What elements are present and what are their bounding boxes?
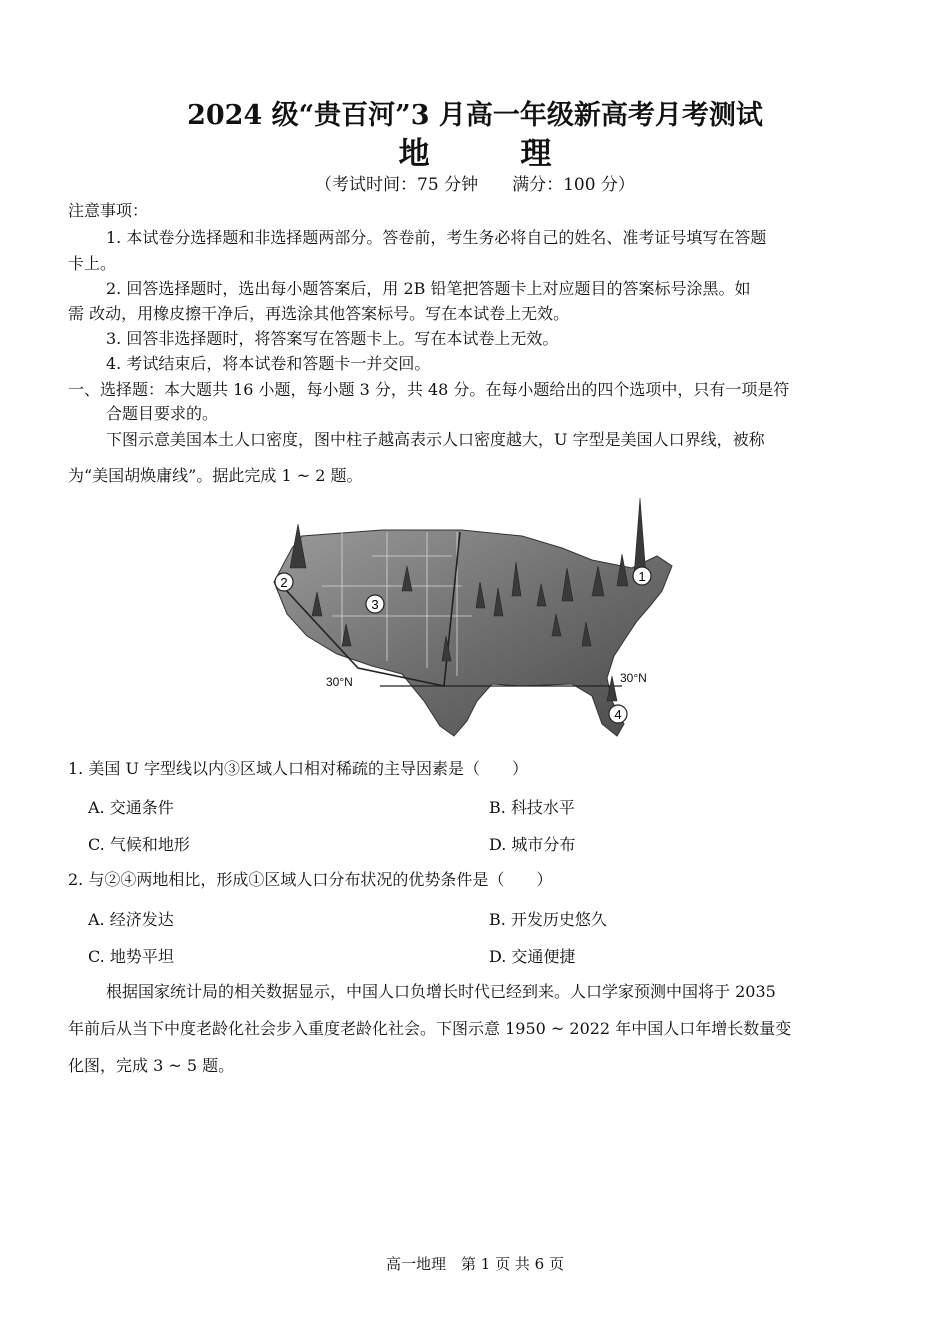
- question-2-option-d: D. 交通便捷: [489, 947, 576, 966]
- exam-title: 2024 级“贵百河”3 月高一年级新高考月考测试: [187, 100, 763, 131]
- question-1-option-d: D. 城市分布: [489, 835, 576, 854]
- notice-item-3: 3. 回答非选择题时，将答案写在答题卡上。写在本试卷上无效。: [106, 329, 559, 348]
- exam-info: （考试时间：75 分钟 满分：100 分）: [315, 175, 635, 195]
- question-1-option-c: C. 气候和地形: [88, 835, 190, 854]
- notice-item-2-line-2: 需 改动，用橡皮擦干净后，再选涂其他答案标号。写在本试卷上无效。: [68, 304, 570, 323]
- map-marker-3: [366, 595, 384, 613]
- notice-heading: 注意事项：: [68, 201, 149, 220]
- map-marker-2: [275, 573, 293, 591]
- map-marker-4: [609, 705, 627, 723]
- question-2-option-b: B. 开发历史悠久: [489, 910, 607, 929]
- us-landmass: [274, 530, 672, 736]
- page-footer: 高一地理 第 1 页 共 6 页: [386, 1255, 564, 1273]
- marker-2-label: 2: [280, 575, 288, 590]
- marker-1-label: 1: [638, 569, 646, 584]
- marker-3-label: 3: [371, 597, 379, 612]
- notice-item-1-line-1: 1. 本试卷分选择题和非选择题两部分。答卷前，考生务必将自己的姓名、准考证号填写在答题: [106, 228, 767, 247]
- notice-item-4: 4. 考试结束后，将本试卷和答题卡一并交回。: [106, 354, 431, 373]
- question-1-stem: 1. 美国 U 字型线以内③区域人口相对稀疏的主导因素是（ ）: [68, 759, 529, 778]
- question-2-option-c: C. 地势平坦: [88, 947, 174, 966]
- map-marker-1: [633, 567, 651, 585]
- us-population-density-map: [262, 496, 682, 742]
- map-svg: [262, 496, 682, 742]
- intro-2-line-1: 根据国家统计局的相关数据显示，中国人口负增长时代已经到来。人口学家预测中国将于 2035: [106, 982, 776, 1001]
- section-1-heading: 一、选择题：本大题共 16 小题，每小题 3 分，共 48 分。在每小题给出的四个选项中，只有一项是符: [68, 380, 790, 399]
- notice-item-1-line-2: 卡上。: [68, 254, 117, 273]
- lat-label-right: 30°N: [620, 671, 647, 685]
- intro-1-line-1: 下图示意美国本土人口密度，图中柱子越高表示人口密度越大，U 字型是美国人口界线，被称: [106, 430, 765, 449]
- intro-2-line-3: 化图，完成 3 ~ 5 题。: [68, 1056, 235, 1075]
- intro-2-line-2: 年前后从当下中度老龄化社会步入重度老龄化社会。下图示意 1950 ~ 2022 年中国人口年增长数量变: [68, 1019, 792, 1038]
- notice-item-2-line-1: 2. 回答选择题时，选出每小题答案后，用 2B 铅笔把答题卡上对应题目的答案标号涂黑。如: [106, 279, 751, 298]
- section-1-heading-cont: 合题目要求的。: [106, 404, 219, 423]
- lat-label-left: 30°N: [326, 675, 353, 689]
- subject-title: 地 理: [398, 136, 592, 172]
- question-1-option-a: A. 交通条件: [88, 798, 174, 817]
- intro-1-line-2: 为“美国胡焕庸线”。据此完成 1 ~ 2 题。: [68, 466, 363, 485]
- marker-4-label: 4: [614, 707, 622, 722]
- question-1-option-b: B. 科技水平: [489, 798, 575, 817]
- question-2-stem: 2. 与②④两地相比，形成①区域人口分布状况的优势条件是（ ）: [68, 870, 553, 889]
- question-2-option-a: A. 经济发达: [88, 910, 174, 929]
